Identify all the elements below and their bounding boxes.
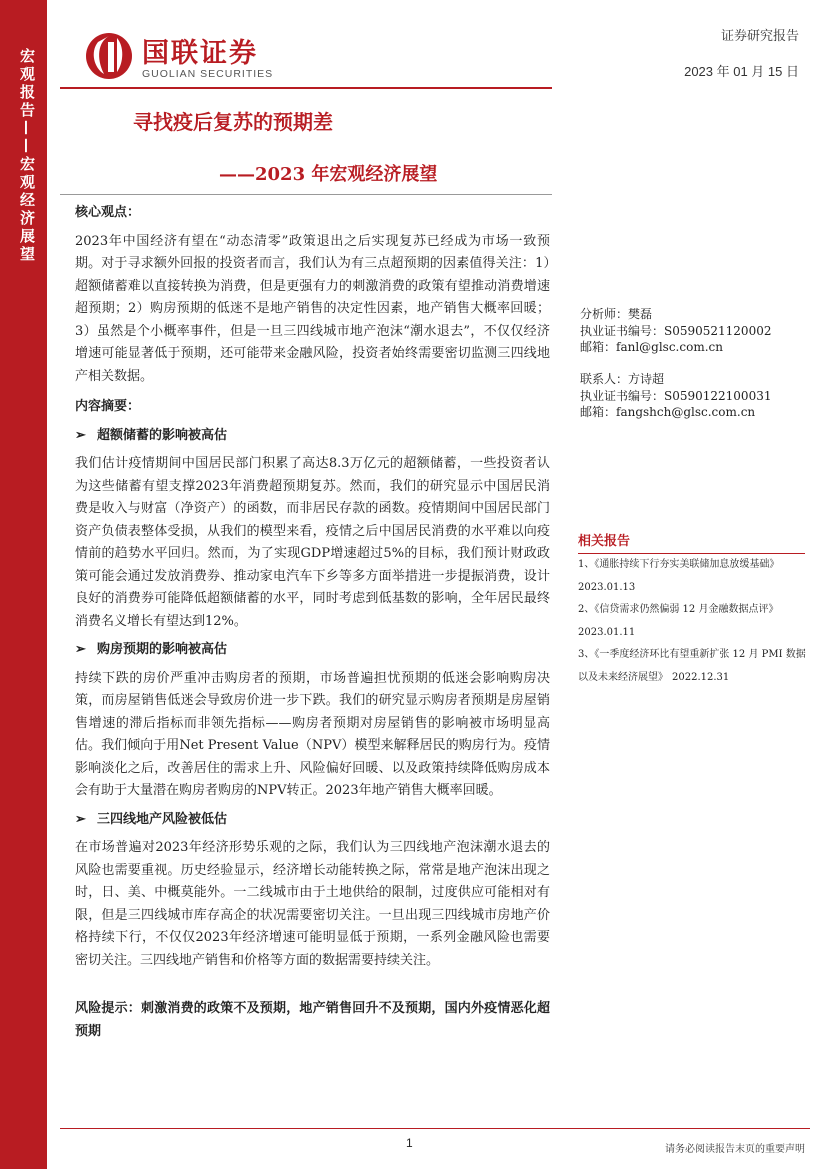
related-report-date: 2022.12.31	[672, 671, 730, 683]
arrow-icon: ➢	[75, 642, 86, 657]
report-subtitle: ——2023 年宏观经济展望	[219, 164, 438, 185]
analyst-name: 分析师：樊磊	[580, 307, 653, 321]
brand-name-en: GUOLIAN SECURITIES	[142, 68, 274, 80]
core-heading: 核心观点：	[75, 205, 141, 220]
contact-block	[580, 371, 810, 421]
risk-warning: 风险提示：刺激消费的政策不及预期，地产销售回升不及预期，国内外疫情恶化超预期	[75, 1001, 550, 1039]
logo	[84, 28, 304, 86]
section-title	[75, 639, 550, 662]
related-report-date: 2023.01.11	[578, 626, 636, 638]
related-report-title[interactable]: 1、《通胀持续下行夯实美联储加息放缓基础》	[578, 559, 780, 570]
page-number: 1	[406, 1136, 413, 1150]
analyst-block	[580, 306, 810, 356]
related-report-item[interactable]	[578, 644, 807, 689]
related-reports-list	[578, 554, 807, 689]
related-report-title[interactable]: 2、《信贷需求仍然偏弱 12 月金融数据点评》	[578, 604, 779, 615]
section-title-text: 购房预期的影响被高估	[97, 642, 228, 657]
arrow-icon: ➢	[75, 427, 86, 443]
contact-cert: 执业证书编号：S0590122100031	[580, 388, 772, 403]
logo-emblem-icon	[84, 28, 134, 82]
sidebar-label: 宏观报告——宏观经济展望	[18, 48, 36, 264]
report-title: 寻找疫后复苏的预期差	[133, 110, 333, 134]
report-date: 2023 年 01 月 15 日	[684, 64, 799, 79]
analyst-email[interactable]: 邮箱：fanl@glsc.com.cn	[580, 340, 723, 354]
section-title-text: 超额储蓄的影响被高估	[97, 427, 228, 443]
section-paragraph: 持续下跌的房价严重冲击购房者的预期，市场普遍担忧预期的低迷会影响购房决策，而房屋销售低迷会导致房价进一步下跌。我们的研究显示购房者预期是房屋销售增速的滞后指标而非领先指标——购房者预期对房屋销售的影响被市场明显高估。我们倾向于用Net Present Value（NPV）模型来解释居民的购房行为。疫情影响淡化之后，改善居住的需求上升、风险偏好回暖、以及政策持续降低购房成本会有助于大量潜在购房者购房的NPV转正。2023年地产销售大概率回暖。	[75, 670, 550, 798]
section-title-text: 三四线地产风险被低估	[97, 811, 228, 827]
report-type: 证券研究报告	[720, 29, 799, 44]
footer-divider	[60, 1128, 810, 1129]
main-column	[75, 200, 550, 1043]
related-report-title: 3、《一季度经济环比有望重新扩张 12 月 PMI 数据以及未来经济展望》	[578, 649, 806, 683]
contact-name: 联系人：方诗超	[580, 372, 665, 386]
section-title	[75, 809, 550, 832]
related-reports-heading: 相关报告	[578, 530, 805, 554]
core-paragraph: 2023年中国经济有望在“动态清零”政策退出之后实现复苏已经成为市场一致预期。对于寻求额外回报的投资者而言，我们认为有三点超预期的因素值得关注：1）超额储蓄难以直接转换为消费，但是更强有力的刺激消费的政策有望推动消费增速超预期；2）购房预期的低迷不是地产销售的决定性因素，地产销售大概率回暖；3）虽然是个小概率事件，但是一旦三四线城市地产泡沫“潮水退去”，不仅仅经济增速可能显著低于预期，还可能带来金融风险，投资者始终需要密切监测三四线地产相关数据。	[75, 233, 550, 384]
summary-heading: 内容摘要：	[75, 399, 141, 414]
section-paragraph: 在市场普遍对2023年经济形势乐观的之际，我们认为三四线地产泡沫潮水退去的风险也需要重视。历史经验显示，经济增长动能转换之际，常常是地产泡沫出现之时，日、美、中概莫能外。一二线城市由于土地供给的限制，过度供应可能相对有限，但是三四线城市库存高企的状况需要密切关注。一旦出现三四线城市房地产价格持续下行，不仅仅2023年经济增速可能明显低于预期，一系列金融风险也需要密切关注。三四线地产销售和价格等方面的数据需要持续关注。	[75, 840, 550, 968]
arrow-icon: ➢	[75, 811, 86, 827]
analyst-cert: 执业证书编号：S0590521120002	[580, 323, 772, 338]
contact-email[interactable]: 邮箱：fangshch@glsc.com.cn	[580, 405, 756, 419]
brand-name-cn: 国联证券	[142, 38, 258, 69]
sidebar-band	[0, 0, 47, 1169]
title-divider	[60, 194, 552, 195]
related-report-date: 2023.01.13	[578, 581, 636, 593]
section-title	[75, 425, 550, 448]
footer-disclaimer: 请务必阅读报告末页的重要声明	[665, 1144, 805, 1155]
header-divider	[60, 87, 552, 89]
section-paragraph: 我们估计疫情期间中国居民部门积累了高达8.3万亿元的超额储蓄，一些投资者认为这些储蓄有望支撑2023年消费超预期复苏。然而，我们的研究显示中国居民消费是收入与财富（净资产）的函数，而非居民存款的函数。疫情期间中国居民部门资产负债表整体受损，从我们的模型来看，疫情之后中国居民消费的水平难以向疫情前的趋势水平回归。然而，为了实现GDP增速超过5%的目标，我们预计财政政策可能会通过发放消费券、推动家电汽车下乡等多方面举措进一步提振消费，设计良好的消费券可能降低超额储蓄的水平，同时考虑到低基数的影响，全年居民最终消费名义增长有望达到12%。	[75, 456, 550, 629]
